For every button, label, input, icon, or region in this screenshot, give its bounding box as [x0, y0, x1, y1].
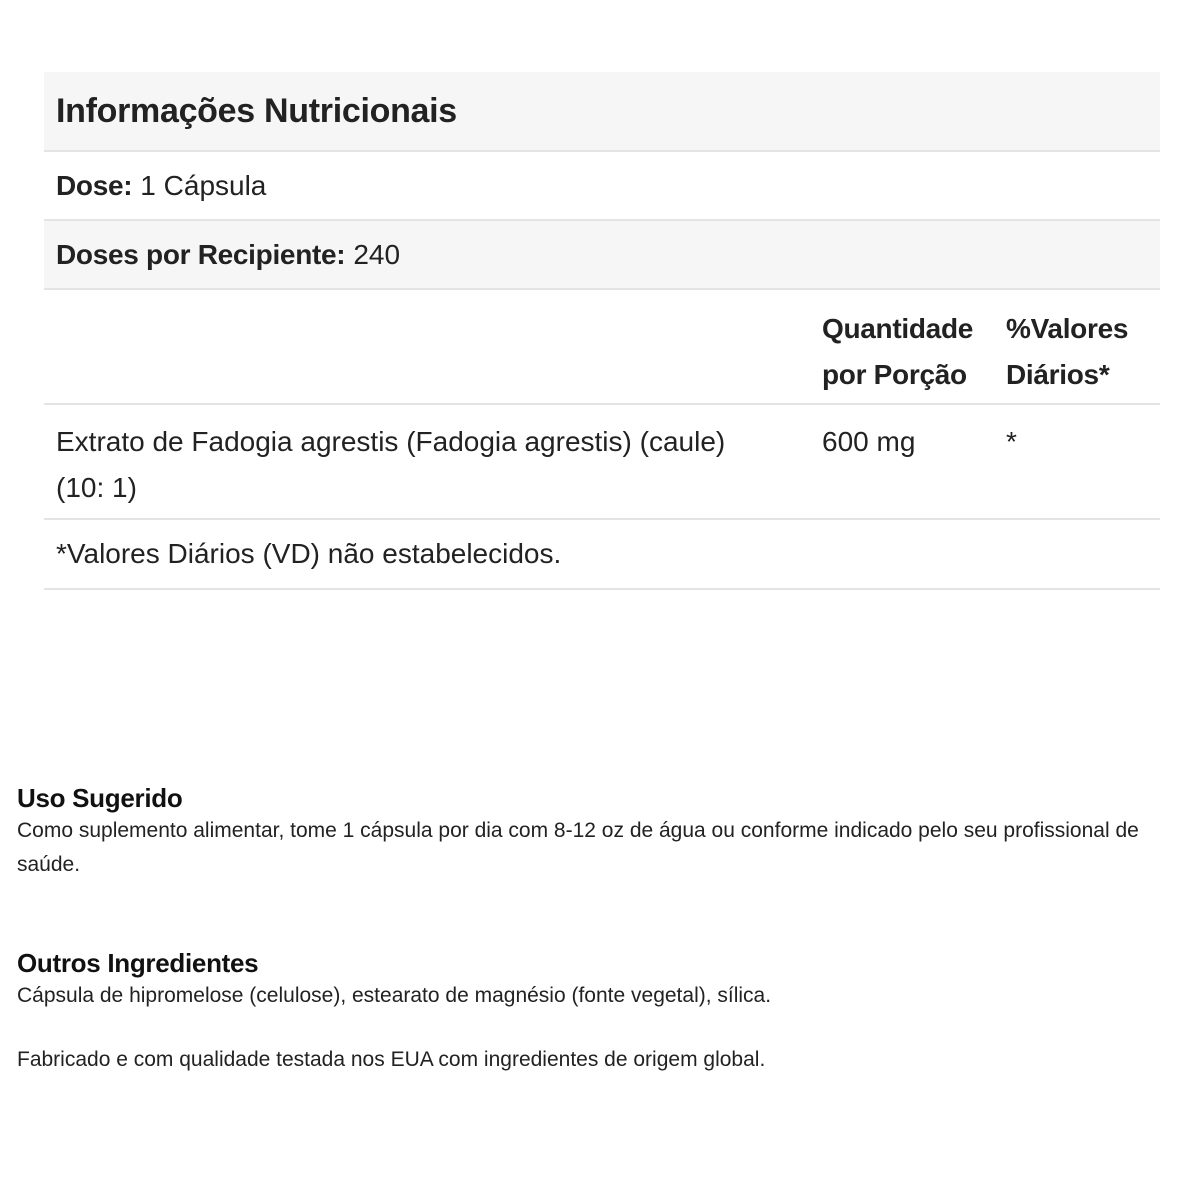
footnote-row	[44, 520, 1160, 590]
servings-per-container-row	[44, 221, 1160, 290]
manufacturing-note-section	[17, 1043, 1187, 1077]
suggested-use-heading: Uso Sugerido	[17, 783, 183, 813]
other-ingredients-heading: Outros Ingredientes	[17, 948, 259, 978]
servings-per-container-value: 240	[353, 238, 401, 270]
nutrition-facts-title: Informações Nutricionais	[56, 91, 457, 130]
serving-size-row	[44, 152, 1160, 221]
suggested-use-section	[17, 782, 1187, 882]
other-ingredients-section	[17, 947, 1187, 1013]
amount-per-serving-header: Quantidade por Porção	[822, 313, 974, 390]
other-ingredients-text: Cápsula de hipromelose (celulose), estearato de magnésio (fonte vegetal), sílica.	[17, 984, 772, 1007]
nutrition-facts-title-row	[44, 72, 1160, 152]
manufacturing-note: Fabricado e com qualidade testada nos EUA com ingredientes de origem global.	[17, 1048, 766, 1071]
suggested-use-text: Como suplemento alimentar, tome 1 cápsula por dia com 8-12 oz de água ou conforme indicado pelo seu profissional de saúde.	[17, 819, 1139, 876]
column-header-row	[44, 290, 1160, 405]
serving-size-label: Dose:	[56, 169, 133, 201]
nutrient-name: Extrato de Fadogia agrestis (Fadogia agrestis) (caule) (10: 1)	[56, 426, 726, 503]
nutrient-amount: 600 mg	[822, 426, 916, 457]
daily-value-header: %Valores Diários*	[1006, 313, 1129, 390]
nutrition-facts-table	[44, 72, 1160, 590]
serving-size-value: 1 Cápsula	[140, 169, 267, 201]
nutrient-daily-value: *	[1006, 426, 1017, 457]
nutrient-row	[44, 405, 1160, 520]
servings-per-container-label: Doses por Recipiente:	[56, 238, 346, 270]
daily-value-footnote: *Valores Diários (VD) não estabelecidos.	[56, 538, 562, 569]
